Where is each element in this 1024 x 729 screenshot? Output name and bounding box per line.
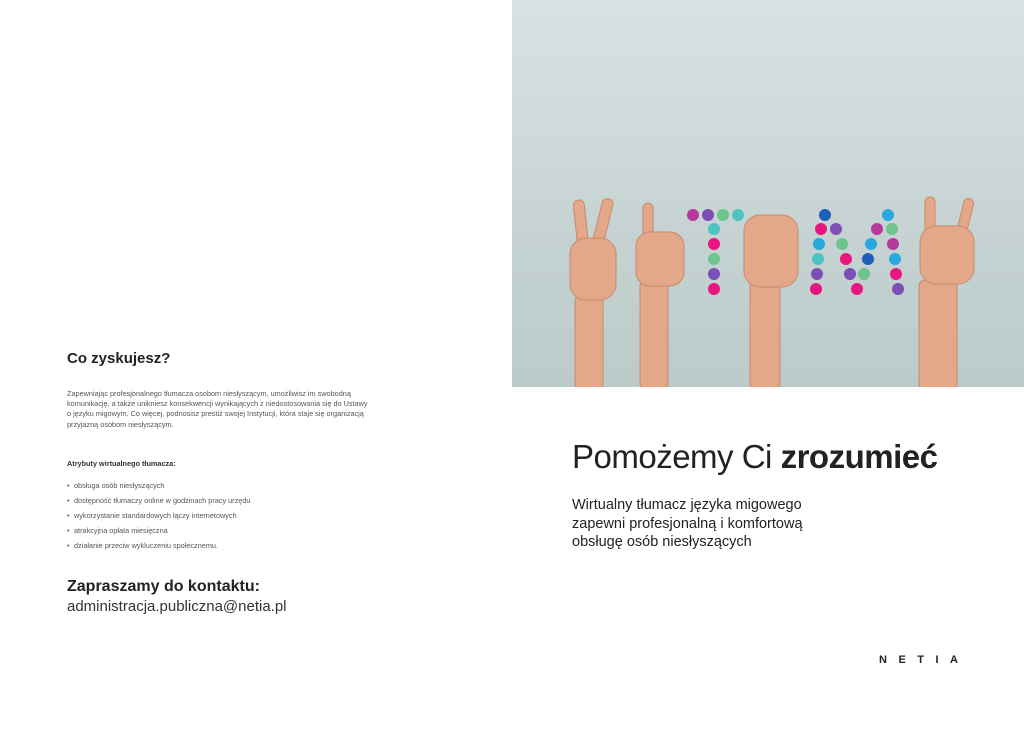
hand-icon: [570, 198, 616, 387]
attributes-heading: Atrybuty wirtualnego tłumacza:: [67, 459, 176, 468]
attribute-text: wykorzystanie standardowych łączy internetowych: [74, 511, 237, 520]
attribute-text: działanie przeciw wykluczeniu społecznemu.: [74, 541, 218, 550]
headline: [572, 438, 937, 476]
intro-line: przyjazną osobom niesłyszącym.: [67, 419, 174, 429]
attributes-list: [67, 478, 250, 553]
list-item: [67, 508, 250, 523]
attribute-text: obsługa osób niesłyszących: [74, 481, 165, 490]
intro-line: o języku migowym. Co więcej, podnosisz prestiż swojej Instytucji, która staje się organizacją: [67, 409, 364, 419]
intro-line: Zapewniając profesjonalnego tłumacza osobom niesłyszącym, umożliwisz im swobodną: [67, 389, 351, 398]
list-item: [67, 493, 250, 508]
headline-bold: zrozumieć: [780, 438, 938, 475]
list-item: [67, 478, 250, 493]
hands-sign-language-photo: [512, 0, 1024, 387]
subline: [572, 496, 872, 552]
hand-icon: [636, 203, 684, 387]
bullet-icon: •: [67, 511, 70, 520]
hand-icon: [919, 197, 975, 387]
dot-letter-m: [810, 209, 904, 295]
subline-line: zapewni profesjonalną i komfortową: [572, 515, 803, 532]
benefits-heading: Co zyskujesz?: [67, 350, 171, 367]
hand-icon-group: [570, 197, 975, 387]
hand-icon: [744, 215, 798, 387]
intro-line: komunikację, a także unikniesz konsekwencji wynikających z niedostosowania się do Ustawy: [67, 399, 368, 409]
bullet-icon: •: [67, 481, 70, 490]
photo-illustration: [512, 0, 1024, 387]
bullet-icon: •: [67, 496, 70, 505]
netia-logo: NETIA: [879, 654, 970, 666]
list-item: [67, 538, 250, 553]
subline-line: obsługę osób niesłyszących: [572, 534, 752, 550]
dot-letter-t: [687, 209, 744, 295]
bullet-icon: •: [67, 526, 70, 535]
contact-email-link[interactable]: administracja.publiczna@netia.pl: [67, 598, 287, 615]
attribute-text: atrakcyjna opłata miesięczna: [74, 526, 168, 535]
intro-paragraph: [67, 389, 387, 430]
contact-heading: Zapraszamy do kontaktu:: [67, 578, 260, 595]
subline-line: Wirtualny tłumacz języka migowego: [572, 497, 802, 513]
attribute-text: dostępność tłumaczy online w godzinach pracy urzędu: [74, 496, 251, 505]
bullet-icon: •: [67, 541, 70, 550]
list-item: [67, 523, 250, 538]
headline-regular: Pomożemy Ci: [572, 438, 781, 475]
